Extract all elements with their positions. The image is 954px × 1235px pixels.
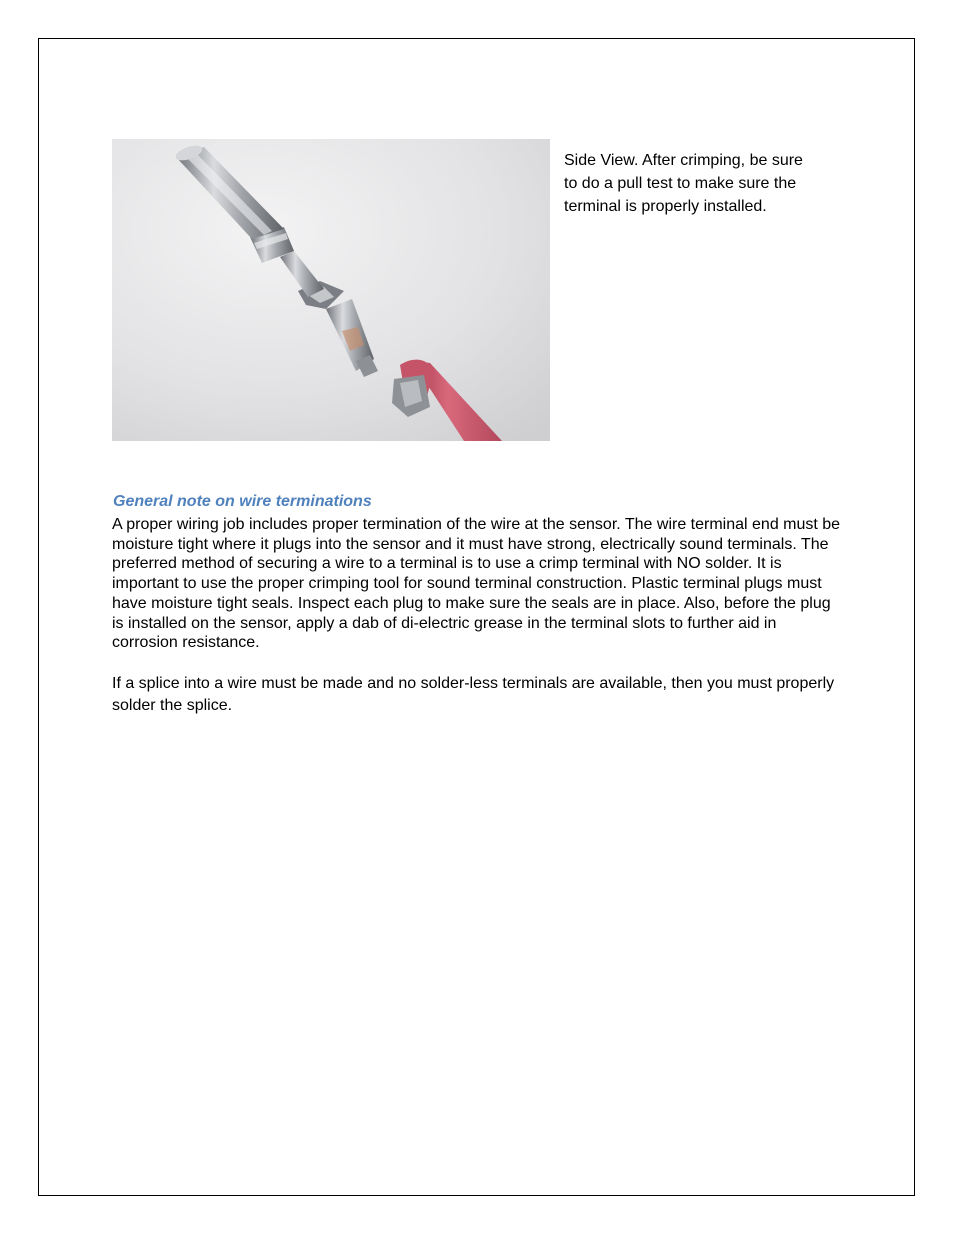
section-heading: General note on wire terminations: [113, 493, 372, 510]
photo-caption: Side View. After crimping, be sure to do a pull test to make sure the terminal is properly installed.: [564, 152, 803, 215]
crimped-terminal-photo: [112, 139, 550, 441]
body-paragraph: A proper wiring job includes proper termination of the wire at the sensor. The wire terminal end must be moisture tight where it plugs into the sensor and it must have strong, electrically sound terminals. The preferred method of securing a wire to a terminal is to use a crimp terminal with NO solder. It is important to use the proper crimping tool for sound terminal construction. Plastic terminal plugs must have moisture tight seals. Inspect each plug to make sure the seals are in place. Also, before the plug is installed on the sensor, apply a dab of di-electric grease in the terminal slots to further aid in corrosion resistance.: [112, 516, 841, 652]
body-paragraph: If a splice into a wire must be made and no solder-less terminals are available, then you must properly solder the splice.: [112, 675, 835, 714]
